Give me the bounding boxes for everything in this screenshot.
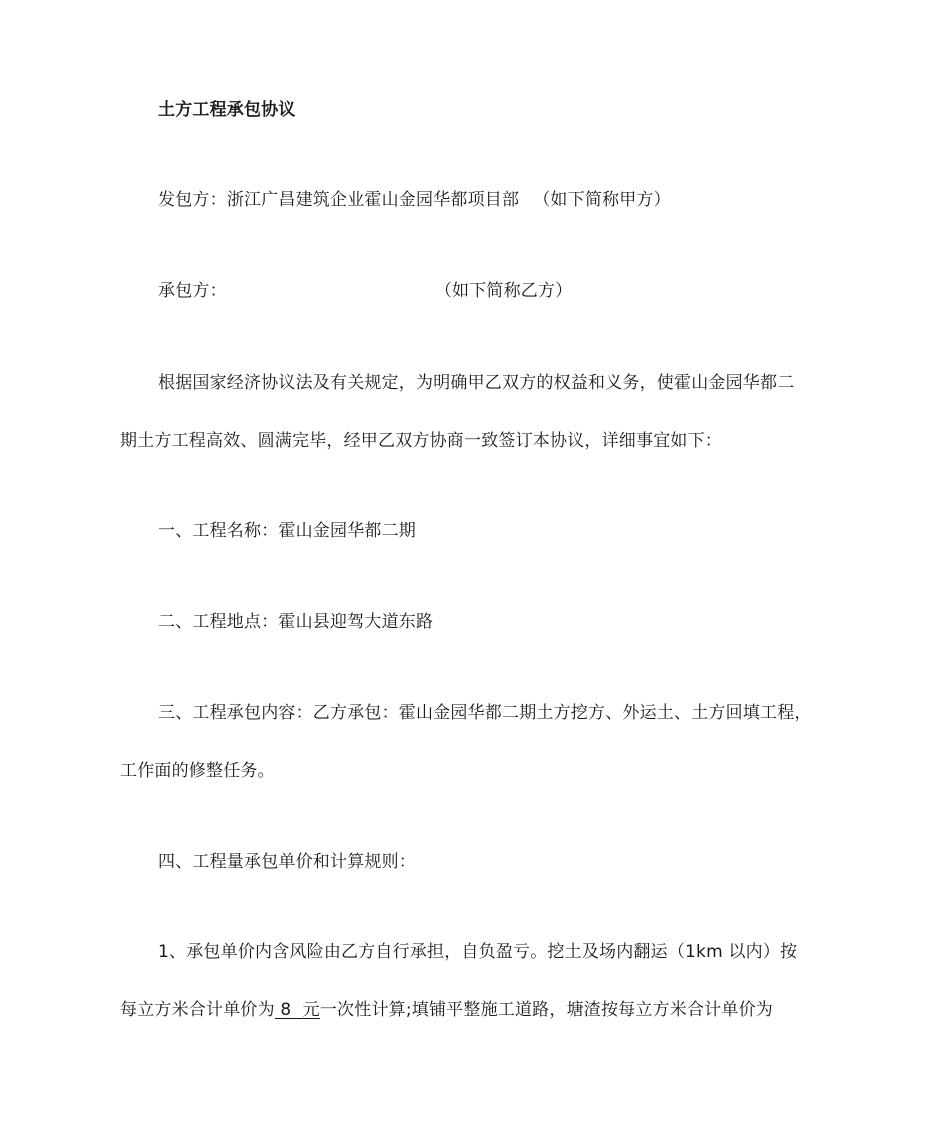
contractor-alias: （如下简称乙方） xyxy=(434,281,573,301)
scope-item-line-2: 工作面的修整任务。 xyxy=(120,761,275,781)
contractor-line xyxy=(158,279,572,303)
clause-1-line-1: 1、承包单价内含风险由乙方自行承担，自负盈亏。挖土及场内翻运（1km 以内）按 xyxy=(158,942,798,962)
scope-item-line-1: 三、工程承包内容：乙方承包：霍山金园华都二期土方挖方、外运土、土方回填工程， xyxy=(158,703,812,723)
employer-line xyxy=(158,188,671,212)
project-name-item: 一、工程名称：霍山金园华都二期 xyxy=(158,521,416,541)
employer-alias: （如下简称甲方） xyxy=(533,190,671,210)
unit-price-value: 8 元 xyxy=(274,1000,320,1020)
clause-1-line-2-suffix: 一次性计算;填铺平整施工道路，塘渣按每立方米合计单价为 xyxy=(319,1000,773,1020)
employer-name: 浙江广昌建筑企业霍山金园华都项目部 xyxy=(226,190,520,210)
pricing-rules-heading: 四、工程量承包单价和计算规则： xyxy=(158,852,416,872)
intro-paragraph-line-2: 期土方工程高效、圆满完毕，经甲乙双方协商一致签订本协议，详细事宜如下： xyxy=(120,431,722,451)
intro-paragraph-line-1: 根据国家经济协议法及有关规定，为明确甲乙双方的权益和义务，使霍山金园华都二 xyxy=(158,373,795,393)
project-location-item: 二、工程地点：霍山县迎驾大道东路 xyxy=(158,612,434,632)
clause-1-line-2 xyxy=(120,998,773,1022)
clause-1-line-2-prefix: 每立方米合计单价为 xyxy=(120,1000,275,1020)
document-title: 土方工程承包协议 xyxy=(158,100,296,120)
contractor-label: 承包方： xyxy=(158,281,227,301)
employer-label: 发包方： xyxy=(158,190,227,210)
